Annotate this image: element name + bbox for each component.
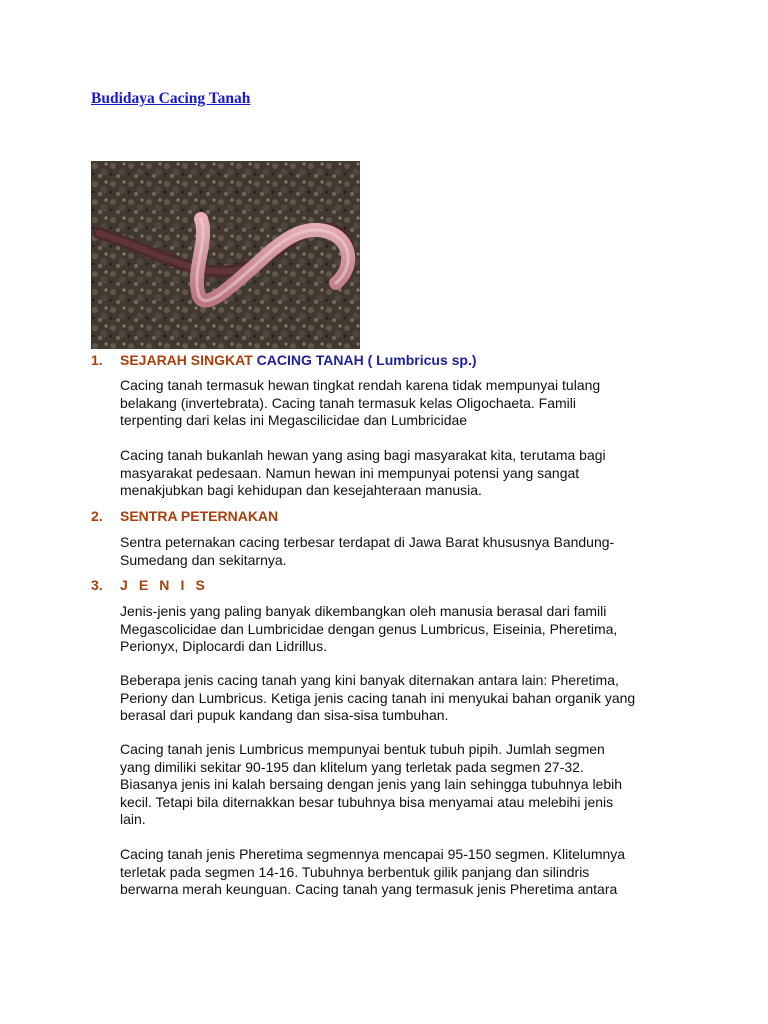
paragraph: Cacing tanah jenis Pheretima segmennya mencapai 95-150 segmen. Klitelumnya terletak pada segmen 14-16. Tubuhnya berbentuk gilik panjang dan silindris berwarna merah keunguan. Cacing tanah yang termasuk jenis Pheretima antara — [120, 846, 626, 897]
paragraph: Cacing tanah jenis Lumbricus mempunyai bentuk tubuh pipih. Jumlah segmen yang dimiliki sekitar 90-195 dan klitelum yang terletak pada segmen 27-32. Biasanya jenis ini kalah bersaing dengan jenis yang lain sehingga tubuhnya lebih kecil. Tetapi bila diternakkan besar tubuhnya bisa menyamai atau melebihi jenis lain. — [120, 741, 623, 827]
paragraph: Cacing tanah bukanlah hewan yang asing bagi masyarakat kita, terutama bagi masyarakat pedesaan. Namun hewan ini mempunyai potensi yang sangat menakjubkan bagi kehidupan dan kesejahteraan manusia. — [120, 447, 606, 498]
section-heading: J E N I S — [120, 577, 209, 593]
earthworm-photo — [91, 161, 360, 349]
section-number: 3. — [91, 577, 103, 593]
section-number: 1. — [91, 352, 103, 368]
section-number: 2. — [91, 508, 103, 524]
paragraph: Jenis-jenis yang paling banyak dikembangkan oleh manusia berasal dari famili Megascolicidae dan Lumbricidae dengan genus Lumbricus, Eiseinia, Pheretima, Perionyx, Diplocardi dan Lidrillus. — [120, 603, 618, 654]
section-heading — [120, 352, 477, 368]
document-title-link[interactable]: Budidaya Cacing Tanah — [91, 90, 251, 107]
heading-part-blue: CACING TANAH ( Lumbricus sp.) — [256, 352, 477, 368]
paragraph: Beberapa jenis cacing tanah yang kini banyak diternakan antara lain: Pheretima, Periony dan Lumbricus. Ketiga jenis cacing tanah ini menyukai bahan organik yang berasal dari pupuk kandang dan sisa-sisa tumbuhan. — [120, 672, 636, 723]
paragraph: Cacing tanah termasuk hewan tingkat rendah karena tidak mempunyai tulang belakang (invertebrata). Cacing tanah termasuk kelas Oligochaeta. Famili terpenting dari kelas ini Megascilicidae dan Lumbricidae — [120, 377, 601, 428]
section-heading: SENTRA PETERNAKAN — [120, 508, 279, 524]
heading-part-orange: SEJARAH SINGKAT — [120, 352, 253, 368]
paragraph: Sentra peternakan cacing terbesar terdapat di Jawa Barat khususnya Bandung- Sumedang dan sekitarnya. — [120, 534, 615, 568]
